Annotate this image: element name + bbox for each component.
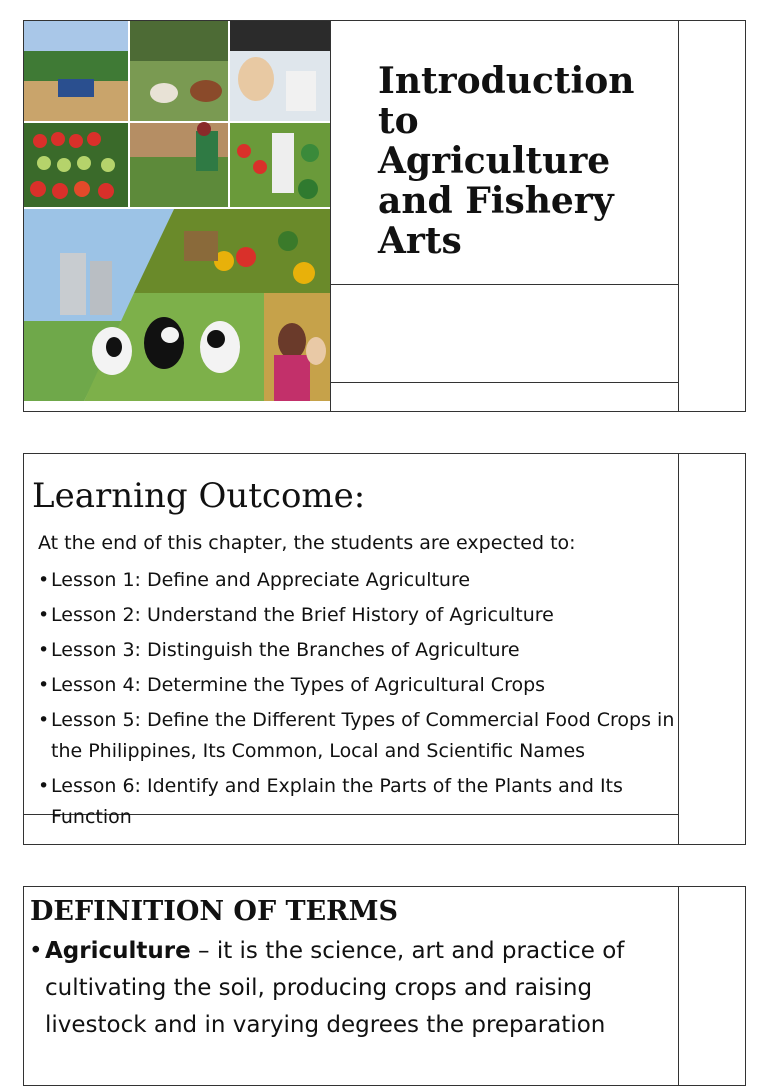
agriculture-photo-collage xyxy=(24,21,330,401)
lesson-list xyxy=(38,565,698,837)
list-item xyxy=(38,670,698,701)
title-line: Arts xyxy=(378,220,462,262)
list-item xyxy=(38,771,698,833)
learning-outcome-heading: Learning Outcome: xyxy=(32,476,366,516)
divider-horizontal-1 xyxy=(330,284,678,285)
lesson-text: Lesson 2: Understand the Brief History of Agriculture xyxy=(51,604,554,626)
definition-description: – it is the science, art and practice of cultivating the soil, producing crops and raising livestock and in varying degrees the preparation xyxy=(45,938,625,1038)
lesson-text: Lesson 1: Define and Appreciate Agriculture xyxy=(51,569,471,591)
list-item xyxy=(38,705,698,767)
divider-horizontal-2 xyxy=(330,382,678,383)
list-item xyxy=(38,600,698,631)
bullet-icon: • xyxy=(38,775,50,797)
bullet-icon: • xyxy=(38,604,50,626)
learning-outcome-intro: At the end of this chapter, the students are expected to: xyxy=(38,532,576,554)
bullet-icon: • xyxy=(38,639,50,661)
slide-definition-of-terms xyxy=(23,886,746,1086)
slide-learning-outcome xyxy=(23,453,746,845)
lesson-text: Lesson 3: Distinguish the Branches of Agriculture xyxy=(51,639,520,661)
slide-title-heading xyxy=(378,61,678,261)
bullet-icon: • xyxy=(29,938,43,964)
definition-text xyxy=(29,933,669,1044)
divider-vertical-right xyxy=(678,21,679,411)
title-line: to xyxy=(378,100,419,142)
bullet-icon: • xyxy=(38,709,50,731)
list-item xyxy=(38,565,698,596)
bullet-icon: • xyxy=(38,674,50,696)
title-line: Introduction xyxy=(378,60,635,102)
title-line: and Fishery xyxy=(378,180,614,222)
definition-item xyxy=(29,933,669,1044)
bullet-icon: • xyxy=(38,569,50,591)
title-line: Agriculture xyxy=(378,140,611,182)
definition-heading: DEFINITION OF TERMS xyxy=(30,896,399,927)
lesson-text: Lesson 5: Define the Different Types of Commercial Food Crops in the Philippines, Its Common, Local and Scientific Names xyxy=(51,709,675,762)
divider-vertical-left xyxy=(330,21,331,411)
lesson-text: Lesson 6: Identify and Explain the Parts of the Plants and Its Function xyxy=(51,775,623,828)
list-item xyxy=(38,635,698,666)
divider-vertical-right xyxy=(678,887,679,1085)
lesson-text: Lesson 4: Determine the Types of Agricultural Crops xyxy=(51,674,546,696)
slide-title xyxy=(23,20,746,412)
definition-term: Agriculture xyxy=(45,938,191,964)
collage-image xyxy=(24,21,330,401)
